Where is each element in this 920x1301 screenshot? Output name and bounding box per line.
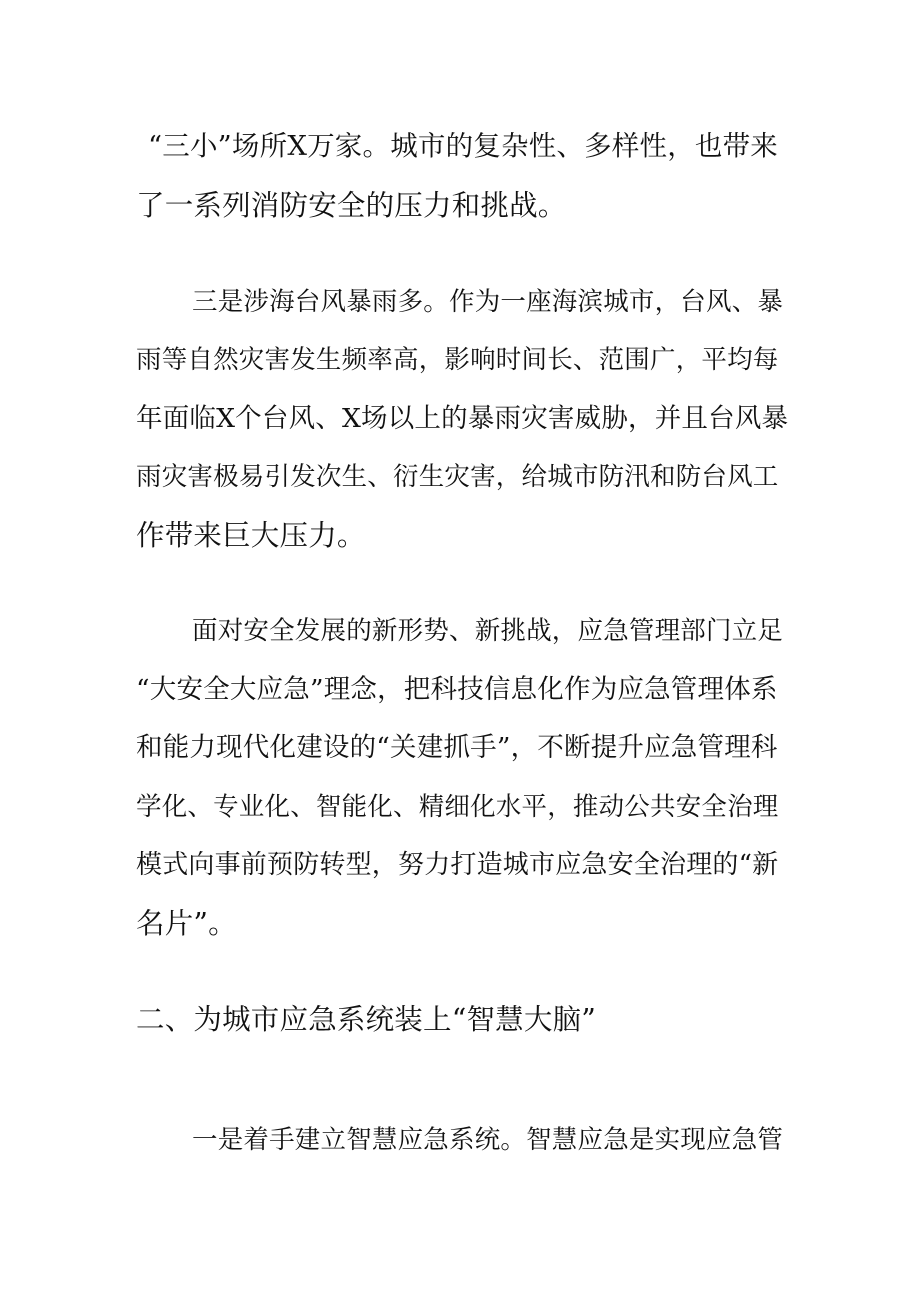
text-line: “大安全大应急”理念，把科技信息化作为应急管理体系	[136, 674, 778, 705]
text-line: 模式向事前预防转型，努力打造城市应急安全治理的“新	[136, 850, 779, 880]
text-line: 年面临X个台风、X场以上的暴雨灾害威胁，并且台风暴	[136, 403, 789, 434]
text-line: 和能力现代化建设的“关建抓手”，不断提升应急管理科	[136, 732, 778, 763]
text-line: 雨等自然灾害发生频率高，影响时间长、范围广，平均每	[136, 345, 779, 375]
text-line: 名片”。	[136, 907, 237, 940]
heading-line: 二、为城市应急系统装上“智慧大脑”	[136, 1003, 597, 1036]
text-line: 雨灾害极易引发次生、衍生灾害，给城市防汛和防台风工	[136, 462, 779, 492]
text-line: 三是涉海台风暴雨多。作为一座海滨城市，台风、暴	[192, 287, 784, 317]
text-line: “三小”场所X万家。城市的复杂性、多样性，也带来	[148, 130, 778, 162]
text-line: 了一系列消防安全的压力和挑战。	[136, 189, 567, 222]
text-line: 学化、专业化、智能化、精细化水平，推动公共安全治理	[136, 792, 779, 822]
text-line: 一是着手建立智慧应急系统。智慧应急是实现应急管	[192, 1125, 784, 1155]
text-line: 作带来巨大压力。	[136, 519, 366, 552]
text-line: 面对安全发展的新形势、新挑战，应急管理部门立足	[192, 616, 784, 646]
